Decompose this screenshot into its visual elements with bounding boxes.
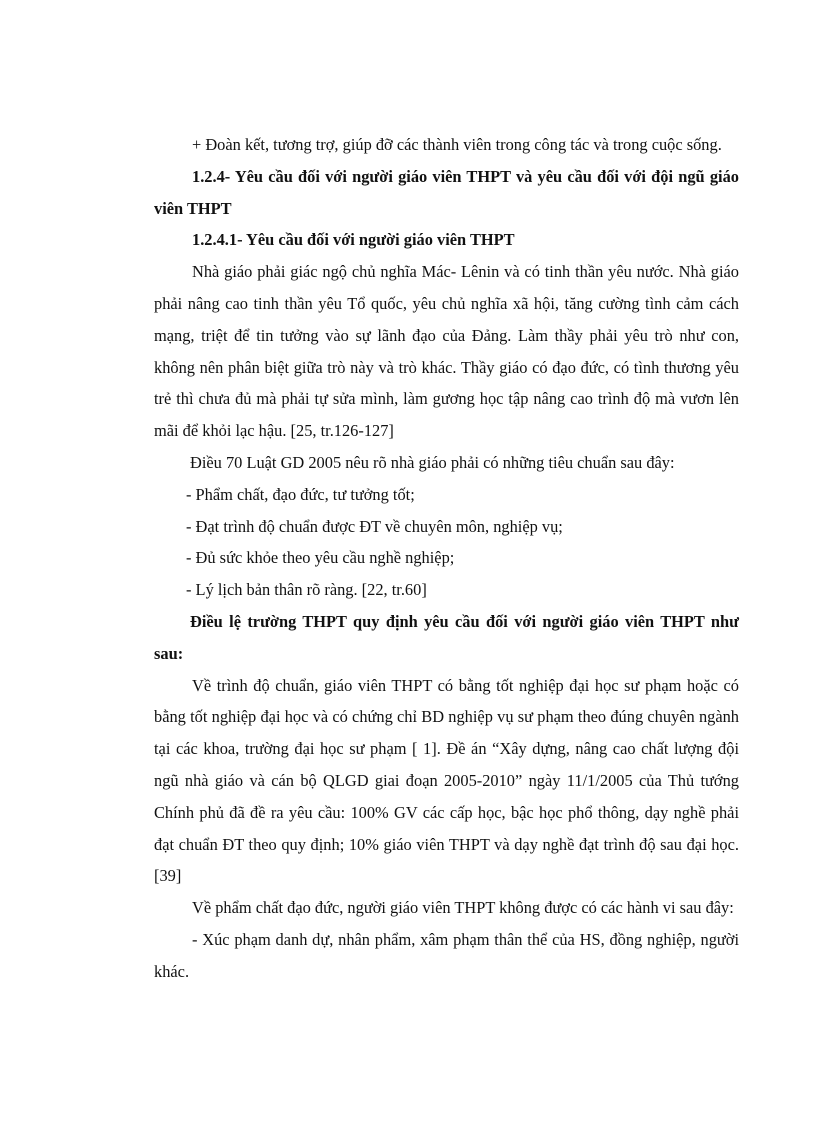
paragraph-article-70: Điều 70 Luật GD 2005 nêu rõ nhà giáo phải có những tiêu chuẩn sau đây: bbox=[190, 452, 675, 472]
paragraph-standard-qualification: Về trình độ chuẩn, giáo viên THPT có bằng tốt nghiệp đại học sư phạm hoặc có bằng tốt nghiệp đại học và có chứng chỉ BD nghiệp vụ sư phạm theo đúng chuyên ngành tại các khoa, trường đại học sư phạm [ 1]. Đề án “Xây dựng, nâng cao chất lượng đội ngũ nhà giáo và cán bộ QLGD giai đoạn 2005-2010” ngày 11/1/2005 của Thủ tướng Chính phủ đã đề ra yêu cầu: 100% GV các cấp học, bậc học phổ thông, dạy nghề phải đạt chuẩn ĐT theo quy định; 10% giáo viên THPT và dạy nghề đạt trình độ sau đại học. [39] bbox=[154, 675, 739, 886]
list-item-qualification: - Đạt trình độ chuẩn được ĐT về chuyên môn, nghiệp vụ; bbox=[186, 516, 563, 536]
list-item-ethics: - Phẩm chất, đạo đức, tư tưởng tốt; bbox=[186, 484, 415, 504]
document-body bbox=[154, 129, 739, 988]
section-heading-1-2-4: 1.2.4- Yêu cầu đối với người giáo viên THPT và yêu cầu đối với đội ngũ giáo viên THPT bbox=[154, 166, 739, 218]
paragraph-solidarity: + Đoàn kết, tương trợ, giúp đỡ các thành viên trong công tác và trong cuộc sống. bbox=[192, 135, 722, 154]
list-item-health: - Đủ sức khỏe theo yêu cầu nghề nghiệp; bbox=[186, 548, 455, 568]
heading-school-charter: Điều lệ trường THPT quy định yêu cầu đối với người giáo viên THPT như sau: bbox=[154, 611, 739, 663]
subsection-heading-1-2-4-1: 1.2.4.1- Yêu cầu đối với người giáo viên THPT bbox=[192, 230, 515, 250]
paragraph-teacher-ideology: Nhà giáo phải giác ngộ chủ nghĩa Mác- Lênin và có tinh thần yêu nước. Nhà giáo phải nâng cao tinh thần yêu Tổ quốc, yêu chủ nghĩa xã hội, tăng cường tình cảm cách mạng, triệt để tin tưởng vào sự lãnh đạo của Đảng. Làm thầy phải yêu trò như con, không nên phân biệt giữa trò này và trò khác. Thầy giáo có đạo đức, có tình thương yêu trẻ thì chưa đủ mà phải tự sửa mình, làm gương học tập nâng cao trình độ mà vươn lên mãi để khỏi lạc hậu. [25, tr.126-127] bbox=[154, 262, 739, 441]
paragraph-moral-quality: Về phẩm chất đạo đức, người giáo viên THPT không được có các hành vi sau đây: bbox=[192, 898, 734, 918]
paragraph-prohibited-behavior: - Xúc phạm danh dự, nhân phẩm, xâm phạm thân thể của HS, đồng nghiệp, người khác. bbox=[154, 929, 739, 981]
list-item-background: - Lý lịch bản thân rõ ràng. [22, tr.60] bbox=[186, 580, 427, 600]
